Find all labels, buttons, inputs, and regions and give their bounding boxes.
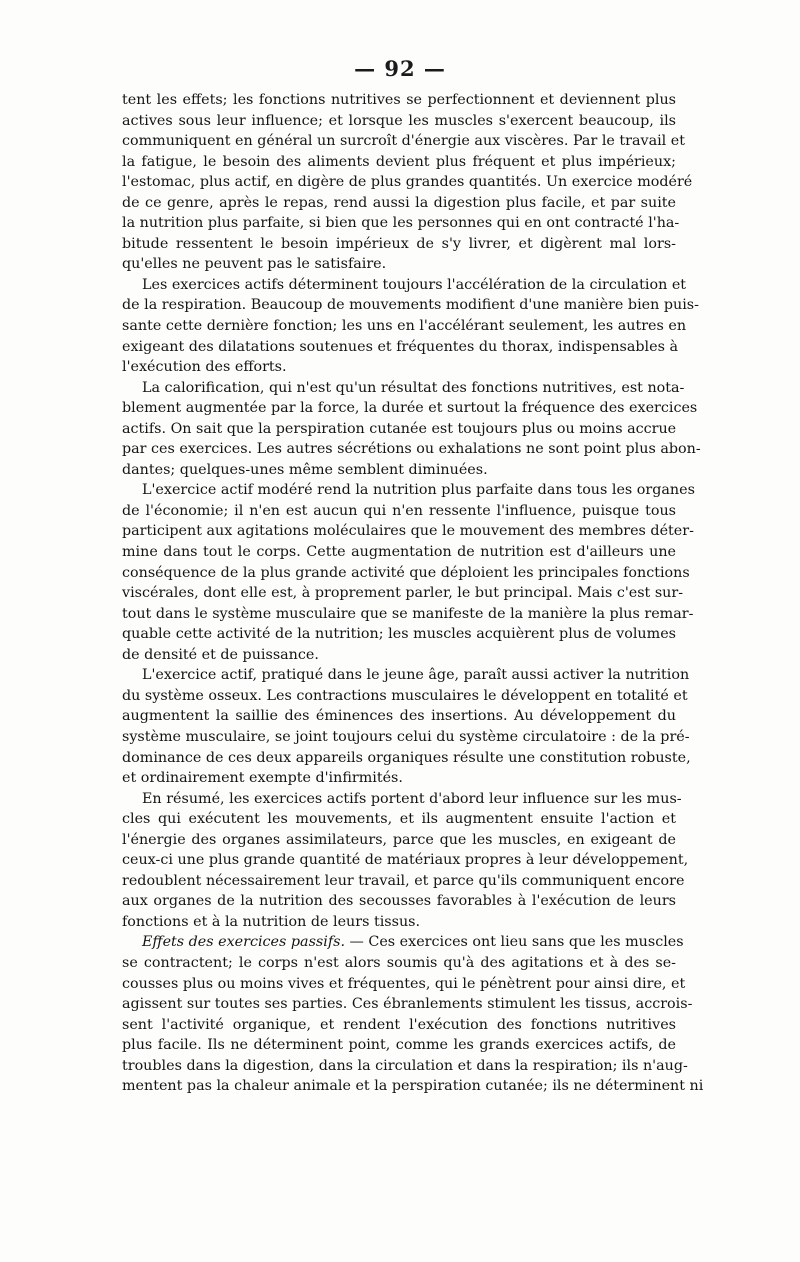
page-number: — 92 —: [354, 56, 446, 81]
text-line: se contractent; le corps n'est alors soumis qu'à des agitations et à des se-: [122, 954, 676, 971]
text-line: sante cette dernière fonction; les uns en l'accélérant seulement, les autres en: [122, 318, 687, 335]
text-line: dominance de ces deux appareils organiques résulte une constitution robuste,: [122, 749, 691, 766]
text-line: actifs. On sait que la perspiration cutanée est toujours plus ou moins accrue: [122, 420, 677, 437]
text-line: La calorification, qui n'est qu'un résultat des fonctions nutritives, est nota-: [142, 379, 685, 396]
body-text: [122, 90, 704, 1097]
text-line: tout dans le système musculaire que se manifeste de la manière la plus remar-: [122, 605, 694, 622]
text-line: troubles dans la digestion, dans la circulation et dans la respiration; ils n'aug-: [122, 1057, 688, 1074]
text-line: cousses plus ou moins vives et fréquentes, qui le pénètrent pour ainsi dire, et: [122, 975, 686, 992]
text-line: qu'elles ne peuvent pas le satisfaire.: [122, 256, 387, 273]
text-line: viscérales, dont elle est, à proprement parler, le but principal. Mais c'est sur-: [122, 585, 684, 602]
text-line: actives sous leur influence; et lorsque les muscles s'exercent beaucoup, ils: [122, 112, 676, 129]
text-line: de l'économie; il n'en est aucun qui n'en ressente l'influence, puisque tous: [122, 502, 676, 519]
text-line: et ordinairement exempte d'infirmités.: [122, 770, 403, 787]
text-line: l'estomac, plus actif, en digère de plus grandes quantités. Un exercice modéré: [122, 174, 693, 191]
text-line: L'exercice actif, pratiqué dans le jeune âge, paraît aussi activer la nutrition: [142, 667, 690, 684]
text-line: agissent sur toutes ses parties. Ces ébranlements stimulent les tissus, accrois-: [122, 996, 693, 1013]
text-line: quable cette activité de la nutrition; les muscles acquièrent plus de volumes: [122, 626, 676, 643]
text-line: augmentent la saillie des éminences des insertions. Au développement du: [122, 708, 676, 725]
text-line: conséquence de la plus grande activité que déploient les principales fonctions: [122, 564, 690, 581]
text-line: tent les effets; les fonctions nutritives se perfectionnent et deviennent plus: [122, 92, 676, 108]
text-line: blement augmentée par la force, la durée et surtout la fréquence des exercices: [122, 400, 698, 417]
text-line: Les exercices actifs déterminent toujours l'accélération de la circulation et: [142, 276, 687, 293]
text-line: redoublent nécessairement leur travail, et parce qu'ils communiquent encore: [122, 872, 685, 889]
text-line: de densité et de puissance.: [122, 646, 319, 663]
text-line: mentent pas la chaleur animale et la perspiration cutanée; ils ne déterminent ni: [122, 1078, 704, 1095]
text-line: cles qui exécutent les mouvements, et ils augmentent ensuite l'action et: [122, 811, 676, 828]
text-line: communiquent en général un surcroît d'énergie aux viscères. Par le travail et: [122, 133, 686, 150]
text-line: ceux-ci une plus grande quantité de matériaux propres à leur développement,: [122, 852, 689, 869]
text-line: bitude ressentent le besoin impérieux de s'y livrer, et digèrent mal lors-: [122, 235, 676, 252]
text-line: mine dans tout le corps. Cette augmentation de nutrition est d'ailleurs une: [122, 544, 676, 561]
text-line: de ce genre, après le repas, rend aussi la digestion plus facile, et par suite: [122, 194, 676, 211]
text-line: L'exercice actif modéré rend la nutrition plus parfaite dans tous les organes: [142, 482, 695, 499]
text-line: participent aux agitations moléculaires que le mouvement des membres déter-: [122, 523, 694, 540]
text-line: la fatigue, le besoin des aliments devient plus fréquent et plus impérieux;: [122, 153, 676, 170]
text-line: Effets des exercices passifs. — Ces exercices ont lieu sans que les muscles: [142, 934, 684, 951]
text-line: par ces exercices. Les autres sécrétions ou exhalations ne sont point plus abon-: [122, 441, 701, 458]
text-line: plus facile. Ils ne déterminent point, comme les grands exercices actifs, de: [122, 1037, 676, 1054]
text-line: de la respiration. Beaucoup de mouvements modifient d'une manière bien puis-: [122, 297, 699, 314]
text-line: du système osseux. Les contractions musculaires le développent en totalité et: [122, 687, 688, 704]
text-line: dantes; quelques-unes même semblent diminuées.: [122, 461, 488, 478]
text-line: exigeant des dilatations soutenues et fréquentes du thorax, indispensables à: [122, 338, 678, 355]
text-line: l'énergie des organes assimilateurs, parce que les muscles, en exigeant de: [122, 831, 676, 848]
text-line: aux organes de la nutrition des secousses favorables à l'exécution de leurs: [122, 893, 676, 910]
text-line: système musculaire, se joint toujours celui du système circulatoire : de la pré-: [122, 728, 690, 745]
text-line: fonctions et à la nutrition de leurs tissus.: [122, 913, 421, 930]
text-line: sent l'activité organique, et rendent l'exécution des fonctions nutritives: [122, 1016, 676, 1033]
section-heading: Effets des exercices passifs.: [142, 934, 345, 951]
text-line: la nutrition plus parfaite, si bien que les personnes qui en ont contracté l'ha-: [122, 215, 680, 232]
text-line: En résumé, les exercices actifs portent d'abord leur influence sur les mus-: [142, 790, 682, 807]
text-line: l'exécution des efforts.: [122, 359, 287, 376]
